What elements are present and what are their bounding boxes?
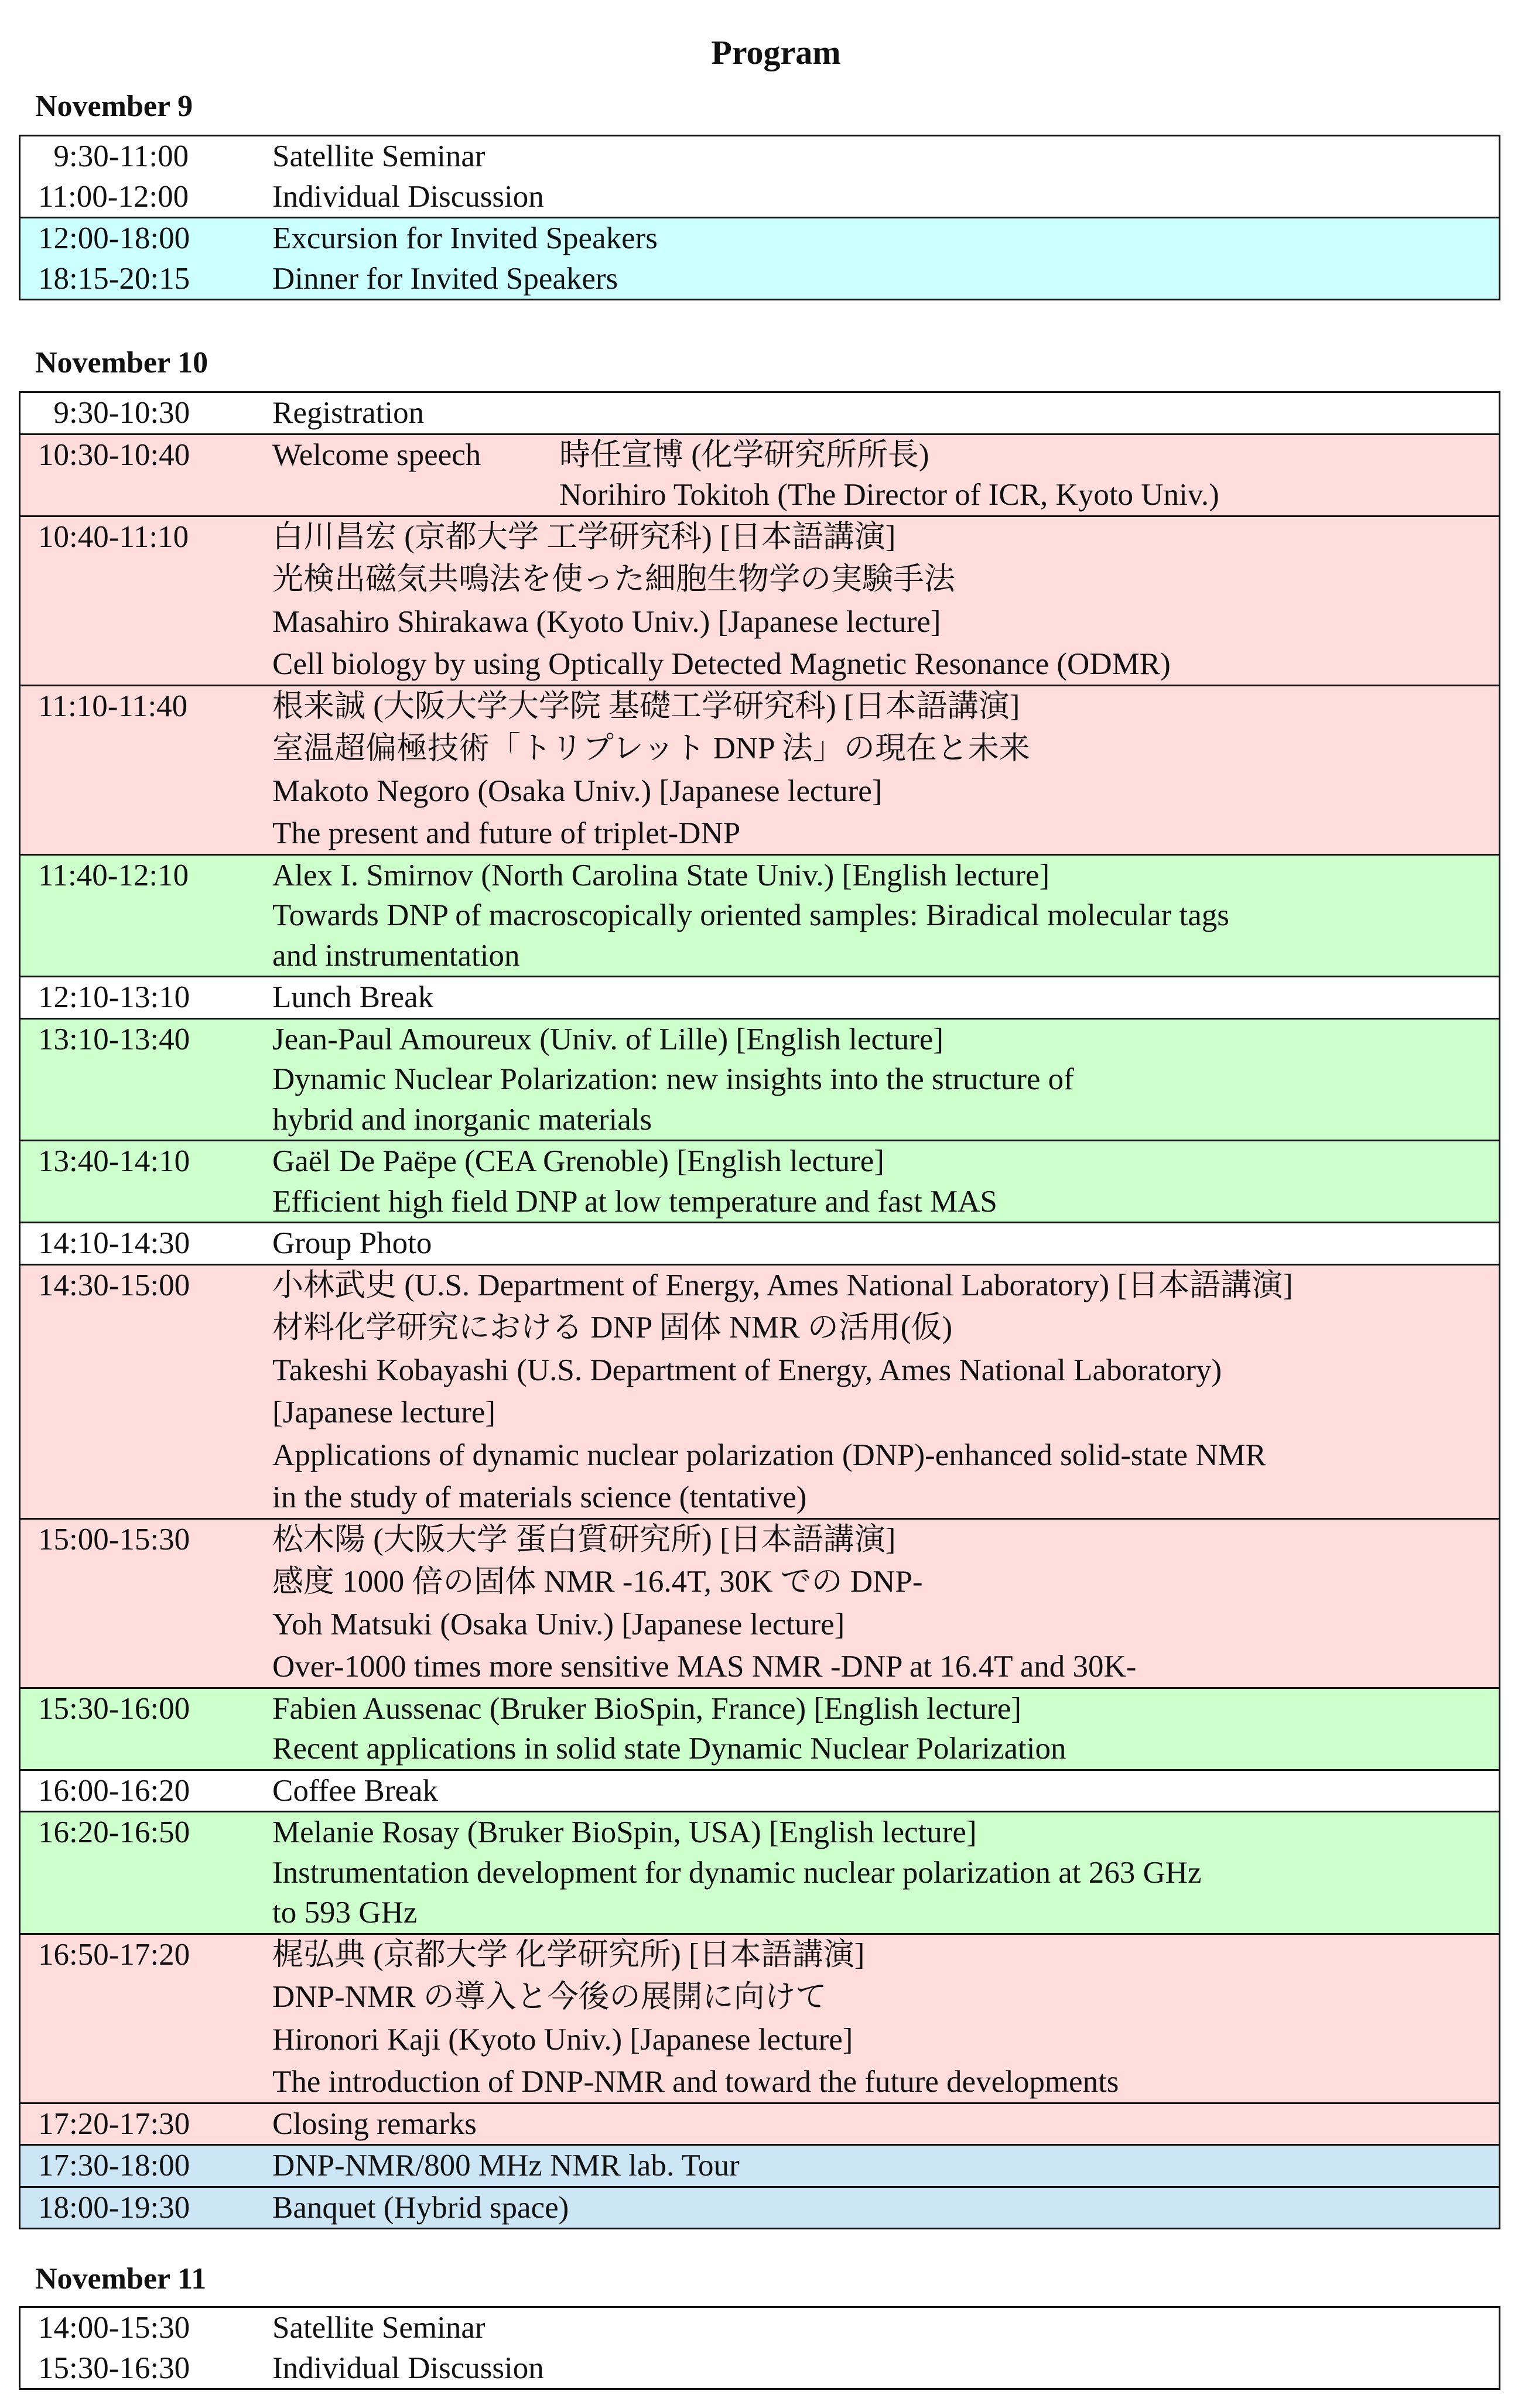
table-row (20, 1518, 1500, 1688)
description-cell (272, 2307, 1500, 2389)
session-detail: Instrumentation development for dynamic nuclear polarization at 263 GHz (272, 1855, 1202, 1890)
table-row (20, 516, 1500, 685)
session-detail: hybrid and inorganic materials (272, 1102, 652, 1137)
time-slot: 12:00-18:00 (38, 221, 190, 255)
time-slot: 16:20-16:50 (38, 1815, 190, 1849)
description-cell (272, 685, 1500, 854)
description-cell (272, 516, 1500, 685)
description-cell (272, 434, 1500, 516)
session-detail: Takeshi Kobayashi (U.S. Department of Energy, Ames National Laboratory) (272, 1353, 1222, 1387)
table-row (20, 685, 1500, 854)
time-cell (20, 2187, 273, 2229)
time-slot: 13:10-13:40 (38, 1022, 190, 1056)
description-cell (272, 1264, 1500, 1518)
time-slot: 9:30-10:30 (38, 396, 190, 430)
schedule-table-nov11 (19, 2306, 1500, 2390)
table-row (20, 2187, 1500, 2229)
session-title: Registration (272, 396, 425, 430)
time-cell (20, 854, 273, 977)
session-title: Group Photo (272, 1226, 432, 1260)
description-cell (272, 1770, 1500, 1812)
description-cell (272, 2187, 1500, 2229)
time-cell (20, 1688, 273, 1770)
session-detail: The present and future of triplet-DNP (272, 816, 741, 850)
session-detail: 材料化学研究における DNP 固体 NMR の活用(仮) (272, 1311, 953, 1345)
time-cell (20, 516, 273, 685)
session-title: Excursion for Invited Speakers (272, 221, 658, 255)
time-cell (20, 392, 273, 435)
time-cell (20, 1018, 273, 1141)
time-cell (20, 1934, 273, 2103)
time-cell (20, 434, 273, 516)
time-slot: 13:40-14:10 (38, 1144, 190, 1178)
session-title: Melanie Rosay (Bruker BioSpin, USA) [English lecture] (272, 1815, 977, 1849)
table-row (20, 1812, 1500, 1934)
speaker-name-jp: 時任宣博 (化学研究所所長) (559, 437, 929, 472)
table-row (20, 1264, 1500, 1518)
description-cell (272, 1141, 1500, 1223)
time-slot: 11:10-11:40 (38, 689, 188, 723)
table-row (20, 136, 1500, 218)
time-slot: 11:40-12:10 (38, 858, 189, 892)
table-row (20, 1141, 1500, 1223)
description-cell (272, 136, 1500, 218)
time-cell (20, 1223, 273, 1265)
table-row (20, 1770, 1500, 1812)
time-cell (20, 1518, 273, 1688)
time-slot: 18:00-19:30 (38, 2190, 190, 2225)
session-detail: The introduction of DNP-NMR and toward the future developments (272, 2065, 1119, 2099)
table-row (20, 977, 1500, 1019)
description-cell (272, 1934, 1500, 2103)
session-detail: Over-1000 times more sensitive MAS NMR -DNP at 16.4T and 30K- (272, 1650, 1137, 1684)
table-row (20, 218, 1500, 300)
session-title: Individual Discussion (272, 2351, 544, 2385)
description-cell (272, 2145, 1500, 2187)
day-heading-nov10: November 10 (35, 346, 208, 379)
description-cell (272, 1223, 1500, 1265)
description-cell (272, 2103, 1500, 2145)
session-detail: Efficient high field DNP at low temperature and fast MAS (272, 1184, 997, 1219)
description-cell (272, 1018, 1500, 1141)
session-title: Jean-Paul Amoureux (Univ. of Lille) [English lecture] (272, 1022, 944, 1056)
session-title: Fabien Aussenac (Bruker BioSpin, France) [English lecture] (272, 1691, 1022, 1726)
session-title: 梶弘典 (京都大学 化学研究所) [日本語講演] (272, 1937, 865, 1972)
session-title: 小林武史 (U.S. Department of Energy, Ames National Laboratory) [日本語講演] (272, 1268, 1293, 1302)
time-cell (20, 2103, 273, 2145)
time-slot: 16:50-17:20 (38, 1937, 190, 1972)
session-detail: in the study of materials science (tentative) (272, 1480, 807, 1514)
session-detail: 光検出磁気共鳴法を使った細胞生物学の実験手法 (272, 562, 955, 596)
time-cell (20, 1264, 273, 1518)
time-slot: 16:00-16:20 (38, 1773, 190, 1808)
time-cell (20, 218, 273, 300)
time-slot: 10:30-10:40 (38, 437, 190, 472)
welcome-label: Welcome speech (272, 437, 481, 472)
time-slot: 17:30-18:00 (38, 2149, 190, 2183)
table-row (20, 2145, 1500, 2187)
session-title: Satellite Seminar (272, 139, 486, 173)
schedule-table-nov10 (19, 391, 1500, 2229)
description-cell (272, 1518, 1500, 1688)
session-title: DNP-NMR/800 MHz NMR lab. Tour (272, 2149, 740, 2183)
time-slot: 18:15-20:15 (38, 261, 190, 296)
time-slot: 9:30-11:00 (38, 139, 189, 173)
time-slot: 17:20-17:30 (38, 2106, 190, 2141)
table-row (20, 2307, 1500, 2389)
session-title: Banquet (Hybrid space) (272, 2190, 569, 2225)
session-detail: Yoh Matsuki (Osaka Univ.) [Japanese lecture] (272, 1607, 845, 1641)
time-cell (20, 1812, 273, 1934)
time-cell (20, 1770, 273, 1812)
description-cell (272, 854, 1500, 977)
time-cell (20, 136, 273, 218)
time-slot: 10:40-11:10 (38, 519, 189, 554)
session-detail: Dynamic Nuclear Polarization: new insights into the structure of (272, 1062, 1074, 1096)
session-title: Gaël De Paëpe (CEA Grenoble) [English lecture] (272, 1144, 884, 1178)
time-slot: 15:30-16:30 (38, 2351, 190, 2385)
session-title: Satellite Seminar (272, 2311, 486, 2345)
time-slot: 11:00-12:00 (38, 179, 189, 214)
time-cell (20, 2307, 273, 2389)
time-cell (20, 2145, 273, 2187)
time-slot: 14:00-15:30 (38, 2311, 190, 2345)
session-detail: 感度 1000 倍の固体 NMR -16.4T, 30K での DNP- (272, 1565, 923, 1599)
table-row (20, 854, 1500, 977)
description-cell (272, 218, 1500, 300)
session-title: Closing remarks (272, 2106, 477, 2141)
description-cell (272, 977, 1500, 1019)
session-detail: Makoto Negoro (Osaka Univ.) [Japanese lecture] (272, 774, 883, 808)
session-title: Alex I. Smirnov (North Carolina State Univ.) [English lecture] (272, 858, 1050, 892)
welcome-line (272, 475, 1499, 515)
time-slot: 14:30-15:00 (38, 1268, 190, 1302)
session-detail: Masahiro Shirakawa (Kyoto Univ.) [Japanese lecture] (272, 604, 941, 639)
session-title: 松木陽 (大阪大学 蛋白質研究所) [日本語講演] (272, 1522, 896, 1557)
speaker-name-en: Norihiro Tokitoh (The Director of ICR, Kyoto Univ.) (559, 478, 1219, 512)
time-slot: 14:10-14:30 (38, 1226, 190, 1260)
session-title: Dinner for Invited Speakers (272, 261, 618, 296)
table-row (20, 1018, 1500, 1141)
session-title: Coffee Break (272, 1773, 439, 1808)
time-slot: 15:30-16:00 (38, 1691, 190, 1726)
session-title: Lunch Break (272, 980, 434, 1014)
time-cell (20, 685, 273, 854)
session-detail: Towards DNP of macroscopically oriented samples: Biradical molecular tags (272, 898, 1229, 932)
time-cell (20, 977, 273, 1019)
session-detail: DNP-NMR の導入と今後の展開に向けて (272, 1980, 827, 2014)
session-detail: Recent applications in solid state Dynamic Nuclear Polarization (272, 1732, 1066, 1766)
page-title: Program (711, 33, 841, 71)
table-row (20, 2103, 1500, 2145)
session-title: 根来誠 (大阪大学大学院 基礎工学研究科) [日本語講演] (272, 689, 1020, 723)
table-row (20, 1934, 1500, 2103)
time-slot: 15:00-15:30 (38, 1522, 190, 1557)
day-heading-nov9: November 9 (35, 90, 193, 123)
welcome-line (272, 435, 1499, 476)
table-row (20, 1223, 1500, 1265)
description-cell (272, 1812, 1500, 1934)
time-slot: 12:10-13:10 (38, 980, 190, 1014)
time-cell (20, 1141, 273, 1223)
description-cell (272, 1688, 1500, 1770)
schedule-table-nov9 (19, 135, 1500, 300)
description-cell (272, 392, 1500, 435)
session-title: Individual Discussion (272, 179, 544, 214)
session-title: 白川昌宏 (京都大学 工学研究科) [日本語講演] (272, 519, 896, 554)
session-detail: Applications of dynamic nuclear polarization (DNP)-enhanced solid-state NMR (272, 1438, 1266, 1472)
session-detail: and instrumentation (272, 938, 520, 973)
table-row (20, 1688, 1500, 1770)
table-row (20, 434, 1500, 516)
day-heading-nov11: November 11 (35, 2262, 207, 2296)
table-row (20, 392, 1500, 435)
session-detail: 室温超偏極技術「トリプレット DNP 法」の現在と未来 (272, 731, 1030, 765)
session-detail: to 593 GHz (272, 1896, 418, 1930)
session-detail: Hironori Kaji (Kyoto Univ.) [Japanese lecture] (272, 2022, 853, 2057)
session-detail: Cell biology by using Optically Detected Magnetic Resonance (ODMR) (272, 647, 1171, 681)
session-detail: [Japanese lecture] (272, 1395, 496, 1429)
